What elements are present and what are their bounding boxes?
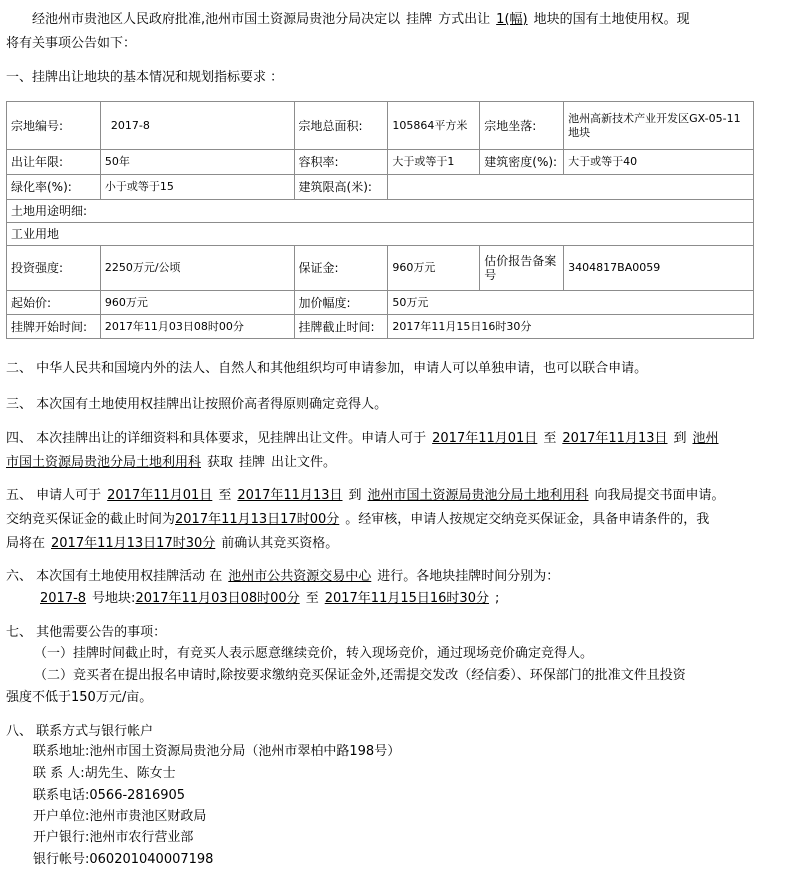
section7-item1: （一）挂牌时间截止时，有竞买人表示愿意继续竞价，转入现场竞价，通过现场竞价确定竞得人。 (34, 646, 594, 661)
land-use-value: 工业用地 (7, 223, 754, 246)
contact-value: 胡先生、陈女士 (84, 766, 176, 781)
s4-org-part1: 池州 (692, 431, 719, 446)
listing-end-value: 2017年11月15日16时30分 (388, 315, 754, 339)
s4-date-start: 2017年11月01日 (432, 431, 538, 446)
listing-start-label: 挂牌开始时间: (7, 315, 101, 339)
bank-label: 开户银行: (33, 830, 90, 845)
total-area-label: 宗地总面积: (294, 102, 388, 150)
table-row (7, 315, 754, 339)
listing-start-value: 2017年11月03日08时00分 (100, 315, 294, 339)
address-label: 联系地址: (33, 744, 90, 759)
section1-title: 一、挂牌出让地块的基本情况和规划指标要求 ： (6, 70, 284, 85)
account-unit-label: 开户单位: (33, 809, 90, 824)
term-value: 50年 (100, 150, 294, 175)
s6-text2: 进行。各地块挂牌时间分别为： (377, 569, 560, 584)
s5-deadline: 2017年11月13日17时00分 (175, 512, 340, 527)
account-value: 060201040007198 (89, 852, 214, 867)
total-area-value: 105864平方米 (388, 102, 480, 150)
s6-start: 2017年11月03日08时00分 (135, 591, 300, 606)
contact-label: 联 系 人: (33, 766, 85, 781)
s5-deadline-text: 交纳竞买保证金的截止时间为 (6, 512, 176, 527)
location-label: 宗地坐落: (480, 102, 564, 150)
s5-review: 。经审核，申请人按规定交纳竞买保证金，具备申请条件的，我 (345, 512, 710, 527)
parcel-count: 1(幅) (496, 12, 528, 27)
intro-paragraph (6, 8, 795, 32)
s5-to: 至 (218, 488, 232, 503)
s4-org-part2: 市国土资源局贵池分局土地利用科 (6, 455, 202, 470)
parcel-info-table (6, 101, 754, 339)
s4-at: 到 (673, 431, 687, 446)
s6-to: 至 (305, 591, 319, 606)
far-value: 大于或等于1 (388, 150, 480, 175)
s5-date-start: 2017年11月01日 (107, 488, 213, 503)
s5-confirm-time: 2017年11月13日17时30分 (51, 536, 216, 551)
s5-date-end: 2017年11月13日 (237, 488, 343, 503)
green-label: 绿化率(%): (7, 175, 101, 200)
listing-end-label: 挂牌截止时间: (294, 315, 388, 339)
density-value: 大于或等于40 (564, 150, 754, 175)
s5-confirm-text: 前确认其竞买资格。 (221, 536, 339, 551)
s4-to: 至 (543, 431, 557, 446)
section5-line3 (6, 532, 795, 556)
intro-line2: 将有关事项公告如下： (6, 36, 137, 51)
account-unit-value: 池州市贵池区财政局 (89, 809, 207, 824)
section6-line2 (6, 587, 795, 611)
s4-date-end: 2017年11月13日 (562, 431, 668, 446)
section7-item2-cont: 强度不低于150万元/亩。 (6, 690, 153, 705)
deposit-value: 960万元 (388, 246, 480, 291)
s5-text: 五、 申请人可于 (6, 488, 102, 503)
contact-address-row (33, 740, 795, 764)
s6-text: 六、 本次国有土地使用权挂牌活动 在 (6, 569, 223, 584)
start-price-value: 960万元 (100, 291, 294, 315)
section7-title: 七、 其他需要公告的事项： (6, 625, 167, 640)
invest-value: 2250万元/公顷 (100, 246, 294, 291)
table-row (7, 150, 754, 175)
account-label: 银行帐号: (33, 852, 90, 867)
s5-submit: 向我局提交书面申请。 (594, 488, 725, 503)
s5-at: 到 (348, 488, 362, 503)
height-value (388, 175, 754, 200)
s6-parcel: 2017-8 (40, 591, 87, 606)
table-row (7, 175, 754, 200)
height-label: 建筑限高(米): (294, 175, 388, 200)
start-price-label: 起始价: (7, 291, 101, 315)
section8-title: 八、 联系方式与银行帐户 (6, 724, 154, 739)
section4-line2 (6, 451, 795, 475)
table-row (7, 200, 754, 223)
term-label: 出让年限: (7, 150, 101, 175)
parcel-no-label: 宗地编号: (7, 102, 101, 150)
increment-value: 50万元 (388, 291, 754, 315)
section3: 三、 本次国有土地使用权挂牌出让按照价高者得原则确定竞得人。 (6, 397, 388, 412)
bank-value: 池州市农行营业部 (89, 830, 194, 845)
section7-item2: （二）竞买者在提出报名申请时,除按要求缴纳竞买保证金外,还需提交发改（经信委）、环保部门的批准文件且投资 (34, 668, 686, 683)
contact-person-row (33, 762, 795, 786)
phone-value: 0566-2816905 (89, 788, 186, 803)
density-label: 建筑密度(%): (480, 150, 564, 175)
section5-line1 (6, 484, 795, 508)
section4-line1 (6, 427, 795, 451)
intro-text: 经池州市贵池区人民政府批准,池州市国土资源局贵池分局决定以 (32, 12, 401, 27)
table-row (7, 223, 754, 246)
phone-label: 联系电话: (33, 788, 90, 803)
invest-label: 投资强度: (7, 246, 101, 291)
s5-will: 局将在 (6, 536, 46, 551)
s4-text: 四、 本次挂牌出让的详细资料和具体要求，见挂牌出让文件。申请人可于 (6, 431, 427, 446)
s4-tail: 出让文件。 (271, 455, 337, 470)
method-text: 挂牌 (406, 12, 433, 27)
far-label: 容积率: (294, 150, 388, 175)
address-value: 池州市国土资源局贵池分局（池州市翠柏中路198号） (89, 744, 401, 759)
table-row (7, 291, 754, 315)
s6-venue: 池州市公共资源交易中心 (228, 569, 372, 584)
table-row (7, 246, 754, 291)
table-row (7, 102, 754, 150)
s5-org: 池州市国土资源局贵池分局土地利用科 (367, 488, 589, 503)
appraisal-value: 3404817BA0059 (564, 246, 754, 291)
s6-semicolon: ; (494, 591, 500, 606)
green-value: 小于或等于15 (100, 175, 294, 200)
intro-text-end: 地块的国有土地使用权。现 (533, 12, 690, 27)
parcel-no-value: 2017-8 (100, 102, 294, 150)
increment-label: 加价幅度: (294, 291, 388, 315)
s4-obtain: 获取 (207, 455, 234, 470)
appraisal-label: 估价报告备案号 (480, 246, 564, 291)
method-suffix: 方式出让 (438, 12, 491, 27)
deposit-label: 保证金: (294, 246, 388, 291)
section6-line1 (6, 565, 795, 589)
location-value: 池州高新技术产业开发区GX-05-11地块 (564, 102, 754, 150)
section5-line2 (6, 508, 795, 532)
use-desc-label: 土地用途明细: (7, 200, 754, 223)
section2: 二、 中华人民共和国境内外的法人、自然人和其他组织均可申请参加，申请人可以单独申请，也可以联合申请。 (6, 361, 648, 376)
s6-end: 2017年11月15日16时30分 (324, 591, 489, 606)
bank-row (33, 826, 795, 850)
s6-parcel-suffix: 号地块: (92, 591, 136, 606)
s4-method: 挂牌 (239, 455, 266, 470)
account-row (33, 848, 795, 872)
